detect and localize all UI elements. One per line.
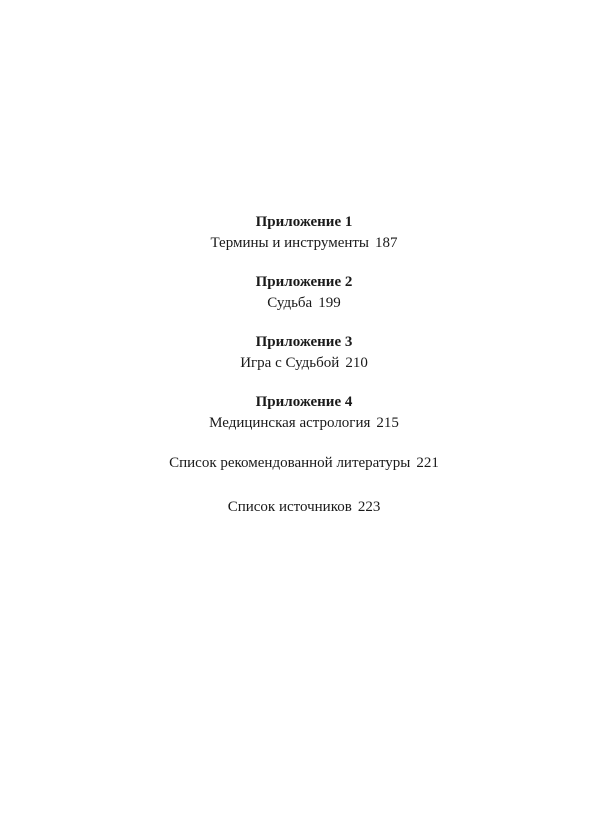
toc-title: Термины и инструменты [210, 235, 370, 251]
toc-title: Медицинская астрология [209, 415, 371, 431]
toc-title: Судьба [267, 295, 313, 311]
toc-heading: Приложение 1 [255, 214, 353, 230]
toc-entry-appendix-2 [0, 272, 608, 314]
toc-line [0, 232, 608, 254]
toc-page-number: 215 [376, 415, 399, 431]
toc-page-number: 187 [375, 235, 398, 251]
toc-entry-appendix-4 [0, 392, 608, 434]
toc-line [0, 412, 608, 434]
toc-line [0, 452, 608, 474]
toc-page-number: 221 [416, 455, 439, 471]
table-of-contents [0, 212, 608, 540]
toc-title: Список источников [227, 499, 352, 515]
toc-entry-appendix-3 [0, 332, 608, 374]
toc-page-number: 210 [345, 355, 368, 371]
toc-entry-recommended-literature [0, 452, 608, 474]
toc-heading: Приложение 2 [255, 274, 353, 290]
toc-page-number: 199 [318, 295, 341, 311]
toc-title: Список рекомендованной литературы [169, 455, 411, 471]
toc-heading: Приложение 3 [255, 334, 353, 350]
toc-line [0, 292, 608, 314]
toc-page-number: 223 [357, 499, 381, 515]
toc-entry-appendix-1 [0, 212, 608, 254]
toc-entry-sources [0, 496, 608, 518]
toc-line [0, 352, 608, 374]
toc-title: Игра с Судьбой [240, 355, 340, 371]
toc-line [0, 496, 608, 518]
toc-heading: Приложение 4 [255, 394, 353, 410]
